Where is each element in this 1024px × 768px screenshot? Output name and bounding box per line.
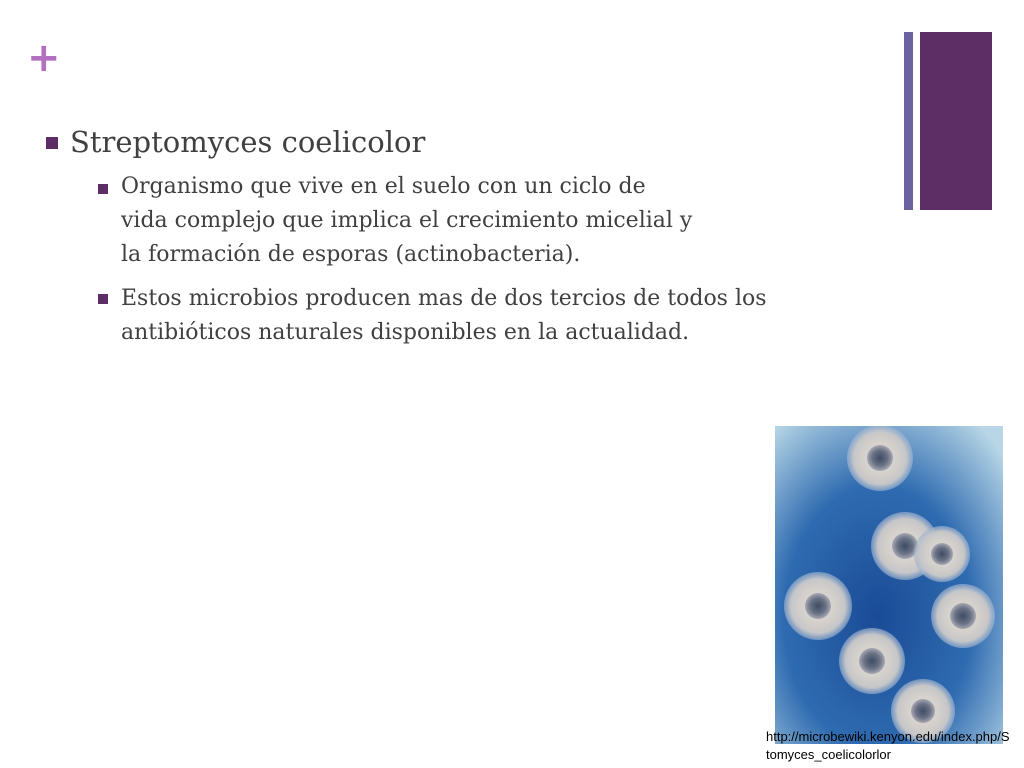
slide-title: Streptomyces coelicolor [70,125,426,159]
caption-line-1: http://microbewiki.kenyon.edu/index.php/S [766,729,1010,744]
bullet-2-line-1: Estos microbios producen mas de dos tercios de todos los [121,286,767,311]
accent-bar-thin [904,32,913,210]
bullet-1-line-2: vida complejo que implica el crecimiento micelial y [121,208,693,233]
square-bullet-icon [98,184,108,194]
plus-icon: + [27,35,61,81]
image-source-caption [766,728,1024,764]
bullet-paragraph-1 [121,170,821,272]
streptomyces-micrograph [775,426,1003,744]
caption-line-2: tomyces_coelicolorlor [766,747,891,762]
bullet-2-line-2: antibióticos naturales disponibles en la actualidad. [121,320,690,345]
square-bullet-icon [46,137,58,149]
square-bullet-icon [98,294,108,304]
accent-bar-wide [920,32,992,210]
bullet-1-line-1: Organismo que vive en el suelo con un ciclo de [121,174,646,199]
bullet-1-line-3: la formación de esporas (actinobacteria). [121,242,581,267]
bullet-paragraph-2 [121,282,911,350]
